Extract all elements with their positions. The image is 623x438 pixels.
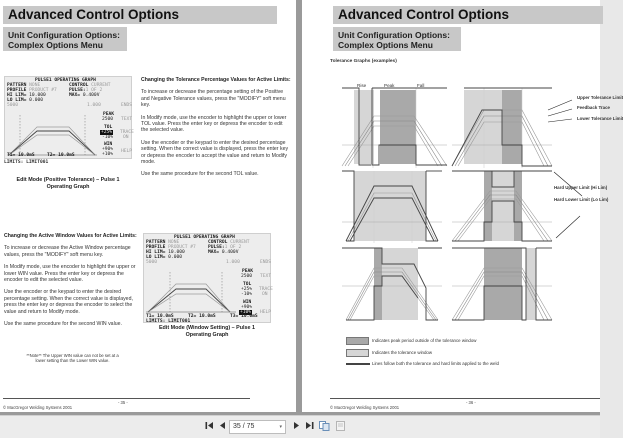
profile-label: PROFILE [7, 88, 27, 93]
lcd2-header: PULSE1 OPERATING GRAPH [174, 235, 235, 240]
lcd2-profile-label: PROFILE [146, 245, 166, 250]
control-label: CONTROL [69, 83, 89, 88]
section-window [4, 233, 138, 333]
previous-page-icon [219, 421, 226, 430]
graphs-label: Tolerance Graphs (examples) [330, 59, 397, 64]
subtitle-line-1: Unit Configuration Options: [338, 30, 450, 40]
lcd2-win-label: WIN [243, 300, 252, 305]
profile-value: PRODUCT #7 [29, 88, 57, 93]
dropdown-arrow-icon[interactable]: ▾ [279, 424, 282, 430]
section-tolerance [141, 77, 291, 184]
softkey-3: TRACE [120, 130, 134, 135]
lo-lim-value: 0.000 [29, 98, 43, 103]
legend-text-light: Indicates the tolerance window [372, 350, 433, 355]
annotation-hard-lower: Hard Lower Limit (Lo Lim) [554, 197, 609, 202]
legend-swatch-dark [346, 337, 369, 345]
page-subtitle [3, 27, 127, 51]
first-page-icon [205, 421, 214, 430]
lcd2-softkey-2: TEXT [260, 274, 272, 279]
col-fall: Fall [417, 83, 425, 88]
lcd2-softkey-1: ENDS [260, 260, 272, 265]
section-window-p4: Use the same procedure for the second WIN value. [4, 321, 122, 328]
section-window-p2: In Modify mode, use the encoder to highlight the upper or lower WIN value. Press the enter key or depress the encoder to edit the selected value. [4, 264, 136, 284]
two-page-view-button[interactable] [318, 421, 330, 433]
lcd2-peak-label: PEAK [242, 269, 254, 274]
lcd2-max-label: MAX= [208, 250, 220, 255]
lcd2-control-value: CURRENT [230, 240, 250, 245]
hi-lim-label: HI LIM= [7, 93, 27, 98]
figure-caption-1 [4, 177, 132, 191]
legend-text-dark: Indicates peak period outside of the tolerance window [372, 338, 477, 343]
t1-value: T1= 10.0mS [7, 153, 35, 158]
last-page-button[interactable] [304, 421, 314, 433]
page-35 [0, 0, 296, 412]
col-peak: Peak [384, 83, 395, 88]
lcd2-pattern-value: NONE [168, 240, 180, 245]
pattern-label: PATTERN [7, 83, 27, 88]
lcd2-control-label: CONTROL [208, 240, 228, 245]
lcd2-pulse-label: PULSE: [208, 245, 225, 250]
lcd-screen-positive-tolerance [4, 76, 132, 159]
footer-copyright: © MacGregor Welding Systems 2001 [3, 405, 73, 410]
single-page-view-button[interactable] [334, 421, 346, 433]
lcd2-pulse-value: 1 OF 2 [224, 245, 242, 250]
lcd2-hi-lim-label: HI LIM= [146, 250, 166, 255]
lcd2-win-lower-highlighted: +10% [240, 310, 252, 315]
page-number: - 36 - [466, 400, 476, 405]
annotation-feedback-trace: Feedback Trace [577, 105, 610, 110]
next-page-icon [293, 421, 300, 430]
section-tolerance-p3: Use the encoder or the keypad to enter the desired percentage setting. When the correct value is displayed, press the enter key or depress the encoder to accept the value and return to Modify mode. [141, 139, 289, 166]
single-page-view-icon [335, 421, 346, 431]
col-rise: Rise [357, 83, 367, 88]
page-36 [302, 0, 623, 412]
lcd2-peak-value: 2500 [241, 274, 253, 279]
figure-caption-2 [143, 325, 271, 339]
graph-rise-out [342, 88, 447, 168]
page-number-value: 35 / 75 [233, 423, 255, 430]
lcd-limits: LIMITS: LIMIT001 [4, 160, 49, 165]
lcd2-pattern-label: PATTERN [146, 240, 166, 245]
lcd2-max-value: 0.400V [221, 250, 239, 255]
tolerance-graphs [342, 88, 602, 328]
graph-fall-out [452, 88, 552, 168]
pulse-graph [7, 107, 97, 157]
subtitle-line-2: Complex Options Menu [338, 40, 433, 50]
control-value: CURRENT [91, 83, 111, 88]
lcd2-profile-value: PRODUCT #7 [168, 245, 196, 250]
last-page-icon [305, 421, 314, 430]
next-page-button[interactable] [292, 421, 300, 433]
lo-lim-label: LO LIM= [7, 98, 27, 103]
tol-lower-value: -10% [102, 135, 114, 140]
lcd2-softkey-4: ON [262, 292, 268, 297]
first-page-button[interactable] [204, 421, 214, 433]
annotation-hard-upper: Hard Upper Limit (Hi Lim) [554, 185, 608, 190]
page-number: - 35 - [118, 400, 128, 405]
graph-peak-partial [342, 248, 442, 320]
peak-value: 2500 [102, 117, 114, 122]
lcd2-scale-left: 5000 [146, 260, 158, 265]
section-tolerance-p1: To increase or decrease the percentage setting of the Positive and Negative Tolerance values, press the "MODIFY" soft menu key. [141, 89, 286, 109]
t2-value: T2= 10.0mS [47, 153, 75, 158]
scale-mid: 1.000 [87, 103, 101, 108]
lcd2-softkey-5: HELP [260, 310, 272, 315]
legend-text-line: Lines follow both the tolerance and hard limits applied to the weld [372, 361, 499, 366]
page-title: Advanced Control Options [3, 6, 277, 24]
two-page-view-icon [319, 421, 330, 431]
page-number-field[interactable] [229, 420, 286, 434]
section-window-p3: Use the encoder or the keypad to enter the desired percentage setting. When the correct value is displayed, press the enter key or depress the encoder to select the value and return to Modify mode. [4, 289, 133, 315]
win-label: WIN [104, 142, 113, 147]
annotation-lower-tolerance: Lower Tolerance Limit [577, 116, 623, 121]
footer-copyright: © MacGregor Welding Systems 2001 [330, 405, 400, 410]
pattern-value: NONE [29, 83, 41, 88]
lcd-screen-window-setting [143, 233, 271, 323]
tol-label: TOL [104, 125, 113, 130]
max-label: MAX= [69, 93, 81, 98]
lcd2-t1: T1= 10.0mS [146, 314, 174, 319]
graph-peak-in [342, 171, 442, 243]
lcd2-t2: T2= 10.0mS [188, 314, 216, 319]
lcd2-t3: T3= 10.0mS [230, 314, 258, 319]
win-lower-value: +10% [102, 152, 114, 157]
footer-rule [3, 398, 250, 399]
legend-line [346, 363, 370, 365]
caption-2-line-1: Edit Mode (Window Setting) – Pulse 1 [158, 325, 256, 331]
previous-page-button[interactable] [218, 421, 226, 433]
section-tolerance-p4: Use the same procedure for the second TOL value. [141, 171, 259, 178]
page-subtitle [333, 27, 461, 51]
win-upper-value: +90% [102, 147, 114, 152]
softkey-4: ON [123, 135, 129, 140]
lcd2-win-upper: +90% [241, 305, 253, 310]
lcd2-tol-label: TOL [243, 282, 252, 287]
lcd2-scale-mid: 1.000 [226, 260, 240, 265]
lcd-header: PULSE1 OPERATING GRAPH [35, 78, 96, 83]
tol-upper-value: +25% [101, 130, 113, 135]
graph-window-narrow [452, 171, 552, 241]
lcd2-softkey-3: TRACE [259, 287, 273, 292]
lcd2-lo-lim-value: 0.000 [168, 255, 182, 260]
pulse-value: 1 OF 2 [85, 88, 103, 93]
peak-label: PEAK [103, 112, 115, 117]
lcd2-limits: LIMITS: LIMIT001 [146, 319, 191, 324]
lcd2-tol-lower: -10% [241, 292, 253, 297]
max-value: 0.400V [82, 93, 100, 98]
subtitle-line-1: Unit Configuration Options: [8, 30, 120, 40]
caption-2-line-2: Operating Graph [185, 331, 229, 338]
scale-left: 5000 [7, 103, 19, 108]
lcd2-hi-lim-value: 10.000 [168, 250, 185, 255]
softkey-2: TEXT [121, 117, 133, 122]
pulse-graph-2 [146, 264, 236, 314]
footer-rule [330, 398, 600, 399]
subtitle-line-2: Complex Options Menu [8, 40, 103, 50]
caption-1-line-1: Edit Mode (Positive Tolerance) – Pulse 1 [16, 177, 120, 183]
lcd2-tol-upper: +25% [241, 287, 253, 292]
legend-swatch-light [346, 349, 369, 357]
section-tolerance-heading: Changing the Tolerance Percentage Values for Active Limits: [141, 77, 291, 83]
graph-window-shifted [452, 248, 552, 320]
annotation-upper-tolerance: Upper Tolerance Limit [577, 95, 623, 100]
caption-1-line-2: Operating Graph [46, 183, 90, 190]
section-window-p1: To increase or decrease the Active Window percentage values, press the "MODIFY" soft menu key. [4, 245, 131, 258]
page-navigation-toolbar [0, 415, 600, 438]
hi-lim-value: 10.000 [29, 93, 46, 98]
window-note: **Note** The Upper WIN value can not be set at a lower setting than the Lower WIN value. [26, 353, 119, 364]
softkey-5: HELP [121, 149, 133, 154]
section-tolerance-p2: In Modify mode, use the encoder to highlight the upper or lower TOL value. Press the enter key or depress the encoder to edit the selected value. [141, 114, 287, 134]
lcd2-lo-lim-label: LO LIM= [146, 255, 166, 260]
section-window-heading: Changing the Active Window Values for Active Limits: [4, 233, 137, 239]
softkey-1: ENDS [121, 103, 133, 108]
pulse-label: PULSE: [69, 88, 86, 93]
page-title: Advanced Control Options [333, 6, 603, 24]
